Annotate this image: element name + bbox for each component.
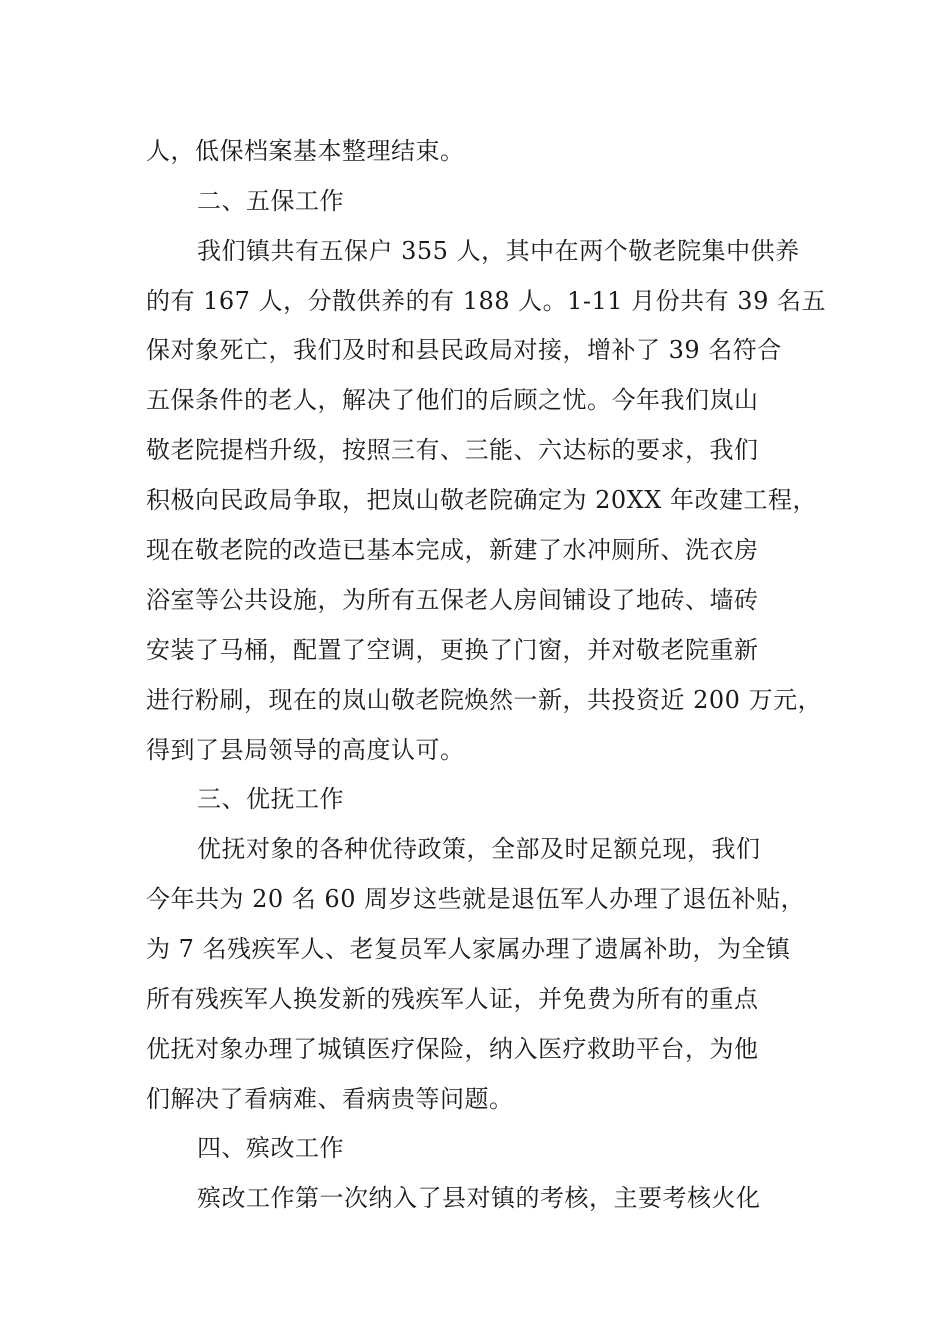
text-line: 五保条件的老人，解决了他们的后顾之忧。今年我们岚山 [146, 386, 759, 414]
text-line: 优抚对象办理了城镇医疗保险，纳入医疗救助平台，为他 [146, 1035, 759, 1063]
section-heading: 四、殡改工作 [197, 1134, 344, 1162]
text-line: 进行粉刷，现在的岚山敬老院焕然一新，共投资近 200 万元， [146, 686, 823, 714]
section-heading: 二、五保工作 [197, 187, 344, 215]
text-line: 优抚对象的各种优待政策，全部及时足额兑现，我们 [197, 835, 761, 863]
text-line: 浴室等公共设施，为所有五保老人房间铺设了地砖、墙砖 [146, 586, 759, 614]
text-line: 现在敬老院的改造已基本完成，新建了水冲厕所、洗衣房 [146, 536, 759, 564]
text-line: 今年共为 20 名 60 周岁这些就是退伍军人办理了退伍补贴， [146, 885, 806, 913]
text-line: 们解决了看病难、看病贵等问题。 [146, 1085, 514, 1113]
text-line: 为 7 名残疾军人、老复员军人家属办理了遗属补助，为全镇 [146, 935, 791, 963]
text-line: 保对象死亡，我们及时和县民政局对接，增补了 39 名符合 [146, 336, 782, 364]
text-line: 所有残疾军人换发新的残疾军人证，并免费为所有的重点 [146, 985, 759, 1013]
text-line: 的有 167 人，分散供养的有 188 人。1-11 月份共有 39 名五 [146, 287, 826, 315]
text-line: 我们镇共有五保户 355 人，其中在两个敬老院集中供养 [197, 237, 800, 265]
text-line: 殡改工作第一次纳入了县对镇的考核，主要考核火化 [197, 1184, 761, 1212]
text-line: 敬老院提档升级，按照三有、三能、六达标的要求，我们 [146, 436, 759, 464]
section-heading: 三、优抚工作 [197, 785, 344, 813]
text-line: 人，低保档案基本整理结束。 [146, 137, 465, 165]
text-line: 积极向民政局争取，把岚山敬老院确定为 20XX 年改建工程， [146, 486, 817, 514]
text-line: 安装了马桶，配置了空调，更换了门窗，并对敬老院重新 [146, 636, 759, 664]
text-line: 得到了县局领导的高度认可。 [146, 736, 465, 764]
